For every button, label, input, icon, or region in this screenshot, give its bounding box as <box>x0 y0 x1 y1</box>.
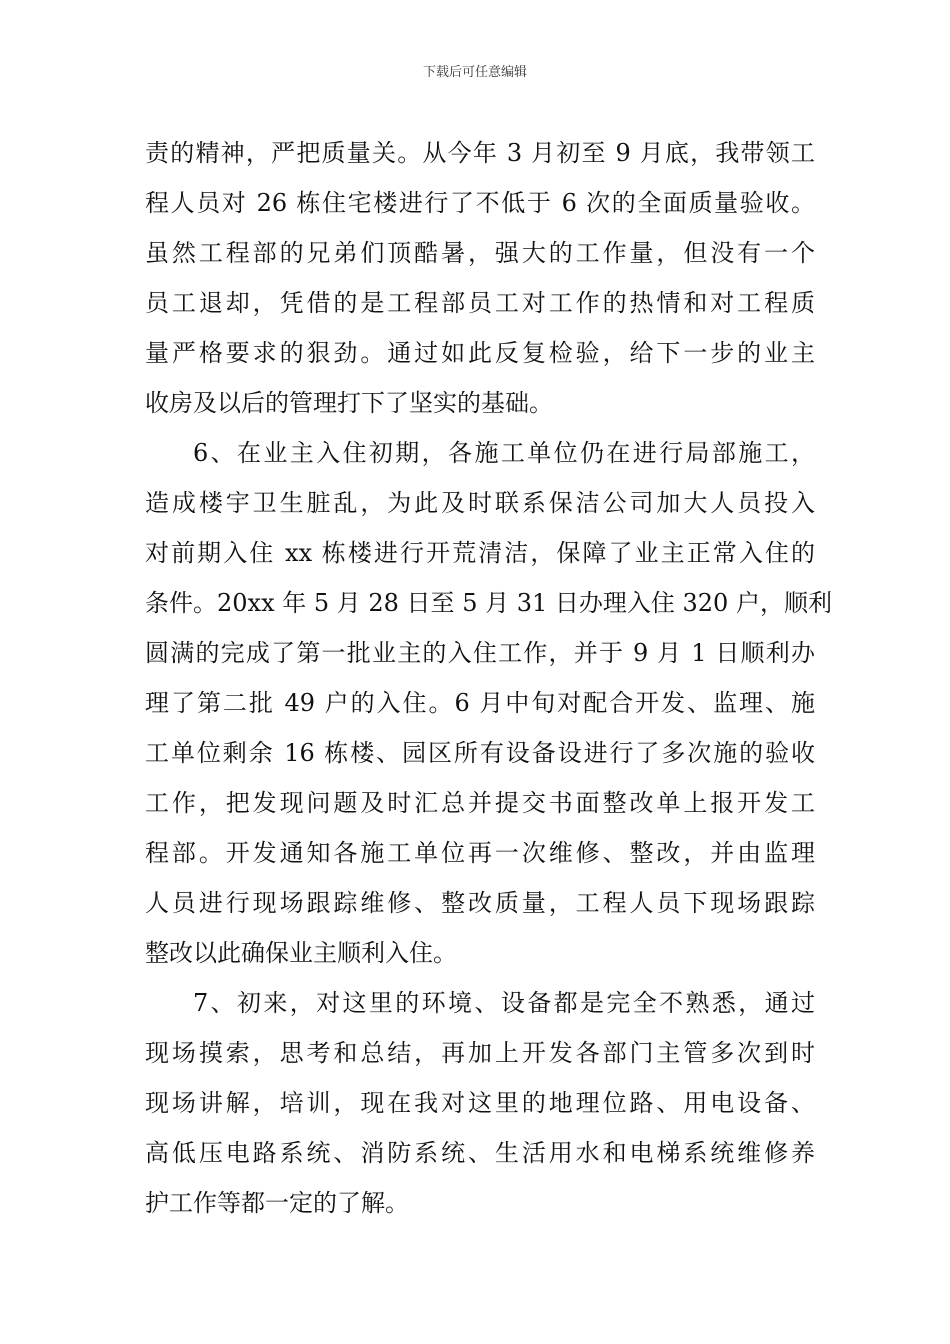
page-header: 下载后可任意编辑 <box>422 65 527 80</box>
text-line: 护工作等都一定的了解。 <box>145 1189 409 1217</box>
text-line: 整改以此确保业主顺利入住。 <box>145 939 457 967</box>
text-line: 6、在业主入住初期，各施工单位仍在进行局部施工， <box>193 439 815 467</box>
text-line: 责的精神，严把质量关。从今年 3 月初至 9 月底，我带领工 <box>145 139 815 167</box>
paragraph-2 <box>145 428 832 978</box>
paragraph-1 <box>145 128 815 428</box>
text-line: 造成楼宇卫生脏乱，为此及时联系保洁公司加大人员投入 <box>145 489 815 517</box>
text-line: 工作，把发现问题及时汇总并提交书面整改单上报开发工 <box>145 789 815 817</box>
text-line: 工单位剩余 16 栋楼、园区所有设备设进行了多次施的验收 <box>145 739 815 767</box>
text-line: 程部。开发通知各施工单位再一次维修、整改，并由监理 <box>145 839 815 867</box>
text-line: 人员进行现场跟踪维修、整改质量，工程人员下现场跟踪 <box>145 889 815 917</box>
paragraph-3 <box>145 978 815 1228</box>
text-line: 圆满的完成了第一批业主的入住工作，并于 9 月 1 日顺利办 <box>145 639 815 667</box>
text-line: 虽然工程部的兄弟们顶酷暑，强大的工作量，但没有一个 <box>145 239 815 267</box>
body-text <box>145 128 832 1228</box>
text-line: 现场摸索，思考和总结，再加上开发各部门主管多次到时 <box>145 1039 815 1067</box>
text-line: 7、初来，对这里的环境、设备都是完全不熟悉，通过 <box>193 989 815 1017</box>
text-line: 员工退却，凭借的是工程部员工对工作的热情和对工程质 <box>145 289 815 317</box>
text-line: 理了第二批 49 户的入住。6 月中旬对配合开发、监理、施 <box>145 689 815 717</box>
text-line: 收房及以后的管理打下了坚实的基础。 <box>145 389 553 417</box>
text-line: 程人员对 26 栋住宅楼进行了不低于 6 次的全面质量验收。 <box>145 189 815 217</box>
text-line: 条件。20xx 年 5 月 28 日至 5 月 31 日办理入住 320 户，顺利 <box>145 589 832 617</box>
text-line: 对前期入住 xx 栋楼进行开荒清洁，保障了业主正常入住的 <box>145 539 815 567</box>
text-line: 现场讲解，培训，现在我对这里的地理位路、用电设备、 <box>145 1089 815 1117</box>
text-line: 量严格要求的狠劲。通过如此反复检验，给下一步的业主 <box>145 339 815 367</box>
text-line: 高低压电路系统、消防系统、生活用水和电梯系统维修养 <box>145 1139 815 1167</box>
